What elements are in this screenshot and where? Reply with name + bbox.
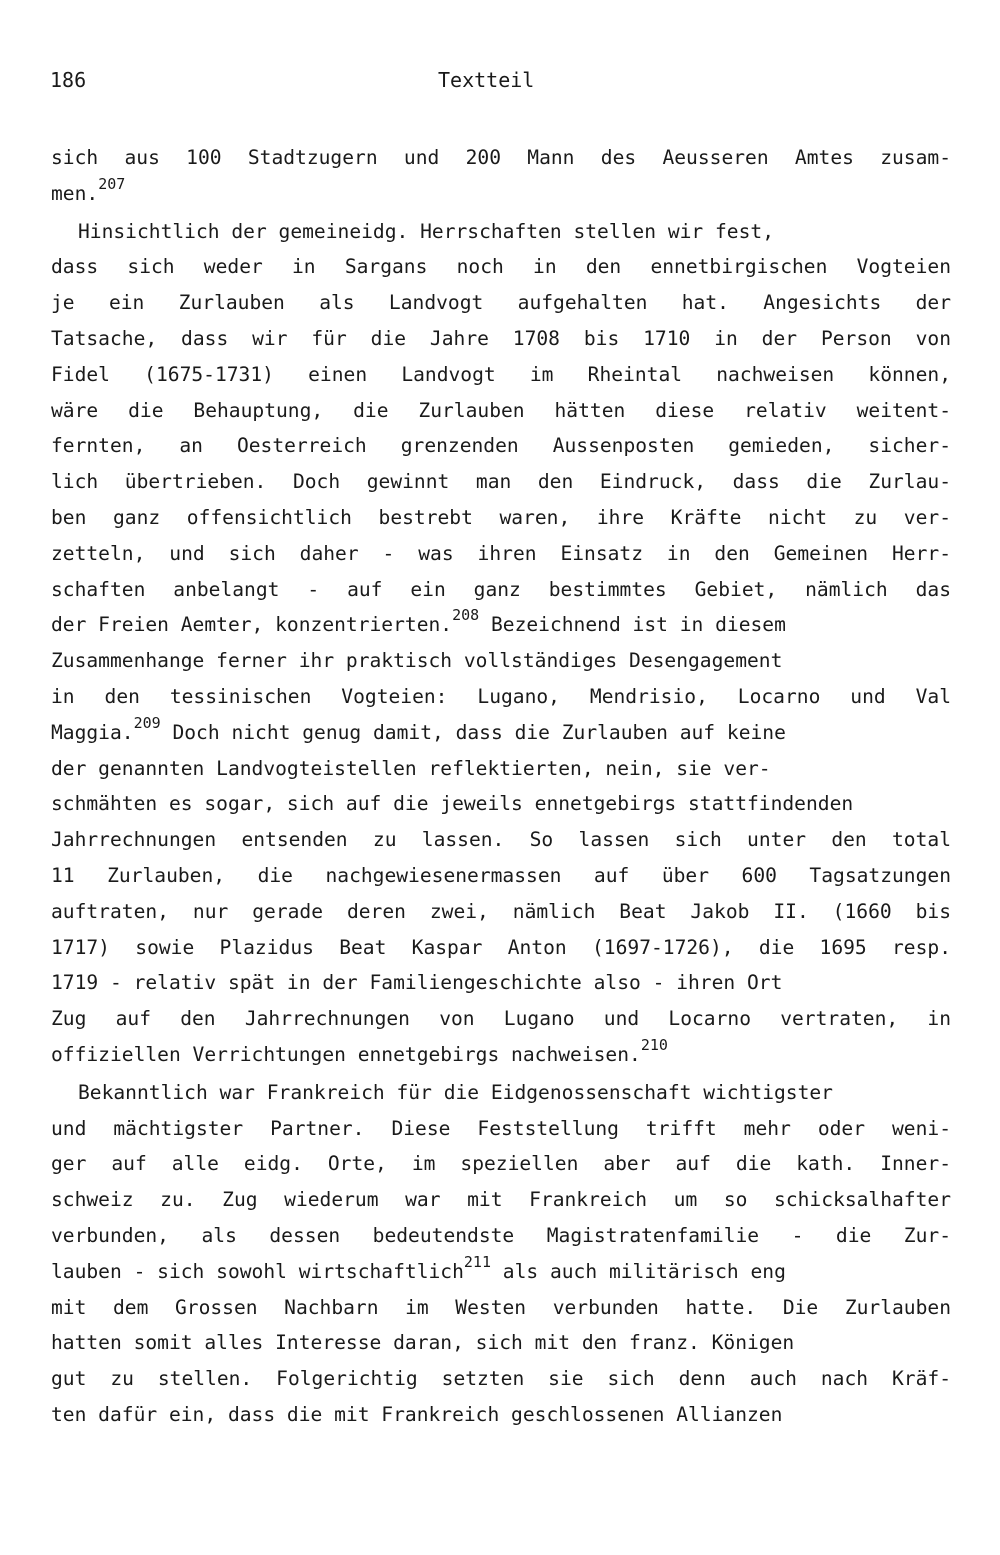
text-line: schweiz zu. Zug wiederum war mit Frankreich um so schicksalhafter xyxy=(51,1188,951,1212)
footnote-ref: 208 xyxy=(452,606,480,625)
text-line: dass sich weder in Sargans noch in den ennetbirgischen Vogteien xyxy=(51,255,951,279)
text-segment: Bezeichnend ist in diesem xyxy=(479,613,786,637)
text-line: sich aus 100 Stadtzugern und 200 Mann des Aeusseren Amtes zusam- xyxy=(51,146,951,169)
text-line xyxy=(51,715,951,751)
footnote-ref: 210 xyxy=(640,1035,668,1054)
text-line: Zug auf den Jahrrechnungen von Lugano und Locarno vertraten, in xyxy=(51,1007,951,1031)
text-line: hatten somit alles Interesse daran, sich mit den franz. Königen xyxy=(51,1331,795,1355)
text-line: ben ganz offensichtlich bestrebt waren, ihre Kräfte nicht zu ver- xyxy=(51,505,951,529)
text-line: schmähten es sogar, sich auf die jeweils ennetgebirgs stattfindenden xyxy=(51,792,854,816)
text-line xyxy=(51,607,951,643)
text-line: Tatsache, dass wir für die Jahre 1708 bis 1710 in der Person von xyxy=(51,326,951,350)
text-segment: offiziellen Verrichtungen ennetgebirgs nachweisen. xyxy=(51,1042,641,1066)
text-segment: lauben - sich sowohl wirtschaftlich xyxy=(51,1259,464,1283)
text-line: verbunden, als dessen bedeutendste Magistratenfamilie - die Zur- xyxy=(51,1223,951,1247)
text-line: schaften anbelangt - auf ein ganz bestimmtes Gebiet, nämlich das xyxy=(51,577,951,601)
text-line: fernten, an Oesterreich grenzenden Aussenposten gemieden, sicher- xyxy=(51,434,951,458)
text-line: Bekanntlich war Frankreich für die Eidgenossenschaft wichtigster xyxy=(78,1080,833,1104)
page-header xyxy=(0,68,1000,98)
running-title: Textteil xyxy=(438,68,535,92)
text-line: und mächtigster Partner. Diese Feststellung trifft mehr oder weni- xyxy=(51,1116,951,1140)
text-line: Jahrrechnungen entsenden zu lassen. So lassen sich unter den total xyxy=(51,828,951,852)
text-line: je ein Zurlauben als Landvogt aufgehalten hat. Angesichts der xyxy=(51,291,951,315)
text-line xyxy=(51,1037,951,1073)
text-line: Hinsichtlich der gemeineidg. Herrschaften stellen wir fest, xyxy=(78,219,774,243)
text-segment: als auch militärisch eng xyxy=(490,1259,786,1283)
footnote-ref: 211 xyxy=(463,1252,491,1271)
text-line xyxy=(51,1254,951,1290)
text-segment: men. xyxy=(51,181,99,205)
body-text xyxy=(51,140,951,1433)
text-segment: der Freien Aemter, konzentrierten. xyxy=(51,613,453,637)
text-line: Zusammenhange ferner ihr praktisch vollständiges Desengagement xyxy=(51,649,783,673)
text-segment: Maggia. xyxy=(51,720,134,744)
text-line: mit dem Grossen Nachbarn im Westen verbunden hatte. Die Zurlauben xyxy=(51,1295,951,1319)
text-line: lich übertrieben. Doch gewinnt man den Eindruck, dass die Zurlau- xyxy=(51,470,951,494)
text-line: gut zu stellen. Folgerichtig setzten sie sich denn auch nach Kräf- xyxy=(51,1367,951,1391)
text-line xyxy=(51,176,951,212)
text-line: wäre die Behauptung, die Zurlauben hätten diese relativ weitent- xyxy=(51,398,951,422)
text-line: in den tessinischen Vogteien: Lugano, Mendrisio, Locarno und Val xyxy=(51,684,951,708)
text-line: ten dafür ein, dass die mit Frankreich geschlossenen Allianzen xyxy=(51,1402,783,1426)
page-number: 186 xyxy=(50,68,87,92)
footnote-ref: 209 xyxy=(133,713,161,732)
text-line: 1719 - relativ spät in der Familiengeschichte also - ihren Ort xyxy=(51,971,783,995)
text-line: der genannten Landvogteistellen reflektierten, nein, sie ver- xyxy=(51,756,771,780)
text-line: ger auf alle eidg. Orte, im speziellen aber auf die kath. Inner- xyxy=(51,1152,951,1176)
text-line: Fidel (1675-1731) einen Landvogt im Rheintal nachweisen können, xyxy=(51,362,951,386)
text-line: 1717) sowie Plazidus Beat Kaspar Anton (1697-1726), die 1695 resp. xyxy=(51,935,951,959)
text-segment: Doch nicht genug damit, dass die Zurlauben auf keine xyxy=(160,720,786,744)
text-line: 11 Zurlauben, die nachgewiesenermassen auf über 600 Tagsatzungen xyxy=(51,863,951,887)
footnote-ref: 207 xyxy=(98,174,126,193)
text-line: auftraten, nur gerade deren zwei, nämlich Beat Jakob II. (1660 bis xyxy=(51,899,951,923)
text-line: zetteln, und sich daher - was ihren Einsatz in den Gemeinen Herr- xyxy=(51,541,951,565)
